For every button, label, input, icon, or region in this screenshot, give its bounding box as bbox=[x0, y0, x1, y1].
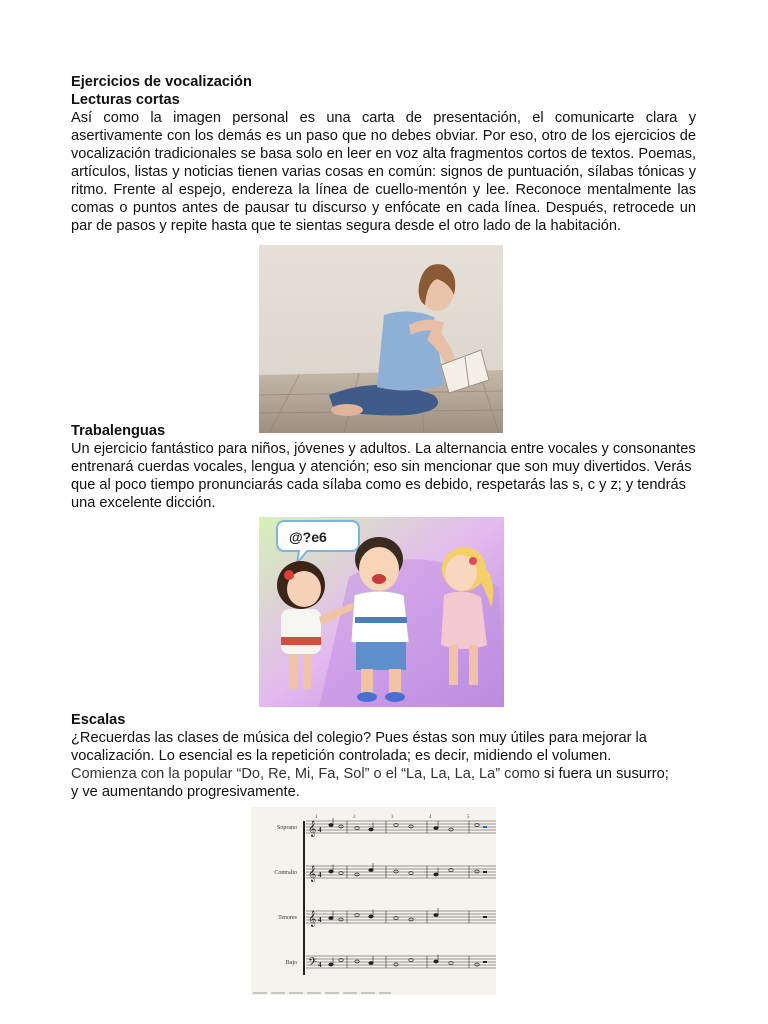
treble-clef-icon: 𝄞 bbox=[308, 911, 317, 927]
note bbox=[369, 828, 373, 831]
measure-number: 2 bbox=[353, 815, 356, 820]
speech-bubble-text: @?e6 bbox=[289, 529, 327, 545]
note bbox=[434, 873, 438, 876]
bass-clef-icon: 𝄢 bbox=[308, 956, 318, 972]
paragraph-escalas-3: y ve aumentando progresivamente. bbox=[71, 784, 300, 800]
note bbox=[329, 824, 333, 827]
measure-number: 3 bbox=[391, 815, 394, 820]
rest bbox=[483, 826, 487, 828]
time-signature: 4 bbox=[318, 961, 322, 969]
note bbox=[369, 869, 373, 872]
rest bbox=[483, 871, 487, 873]
note bbox=[369, 962, 373, 965]
voice-label: Bajo bbox=[285, 960, 297, 966]
section-heading-lecturas: Lecturas cortas bbox=[71, 92, 180, 108]
kids-cartoon-image bbox=[259, 517, 504, 707]
paragraph-lecturas: Así como la imagen personal es una carta de presentación, el comunicarte clara y asertivamente con los demás es un paso que no debes obviar. Por eso, otro de los ejercicios de vocalización tradicionales se basa solo en leer en voz alta fragmentos cortos de textos. Poemas, artículos, listas y noticias tienen varias cosas en común: signos de puntuación, sílabas tónicas y ritmo. Frente al espejo, endereza la línea de cuello-mentón y lee. Reconoce mentalmente las comas o puntos antes de pausar tu discurso y enfócate en cada línea. Después, retrocede un par de pasos y repite hasta que te sientas segura desde el otro lado de la habitación. bbox=[71, 110, 696, 234]
treble-clef-icon: 𝄞 bbox=[308, 866, 317, 882]
music-score-image bbox=[251, 807, 496, 995]
measure-number: 1 bbox=[315, 815, 318, 820]
measure-number: 4 bbox=[429, 815, 432, 820]
paragraph-trabalenguas: Un ejercicio fantástico para niños, jóvenes y adultos. La alternancia entre vocales y consonantes entrenará cuerdas vocales, lengua y atención; eso sin mencionar que son muy divertidos. Verás que al poco tiempo pronunciarás cada sílaba como es debido, respetarás las s, c y z; y tendrás una excelente dicción. bbox=[71, 441, 696, 511]
document-title: Ejercicios de vocalización bbox=[71, 74, 252, 90]
section-escalas bbox=[71, 711, 696, 801]
time-signature: 4 bbox=[318, 871, 322, 879]
note bbox=[434, 827, 438, 830]
kids-cartoon-illustration bbox=[259, 517, 504, 707]
time-signature: 4 bbox=[318, 826, 322, 834]
section-heading-escalas: Escalas bbox=[71, 712, 126, 728]
note bbox=[434, 960, 438, 963]
paragraph-escalas-2 bbox=[71, 765, 696, 783]
paragraph-escalas-1: ¿Recuerdas las clases de música del colegio? Pues éstas son muy útiles para mejorar la vocalización. Lo esencial es la repetición controlada; es decir, midiendo el volumen. bbox=[71, 730, 647, 764]
voice-label: Tenores bbox=[278, 915, 297, 921]
reading-woman-photo bbox=[259, 245, 503, 433]
measure-number: 5 bbox=[467, 815, 470, 820]
time-signature: 4 bbox=[318, 916, 322, 924]
music-score-illustration bbox=[251, 807, 496, 995]
note bbox=[329, 870, 333, 873]
rest bbox=[483, 916, 487, 918]
section-heading-trabalenguas: Trabalenguas bbox=[71, 423, 166, 439]
note bbox=[329, 917, 333, 920]
note bbox=[329, 963, 333, 966]
note bbox=[369, 915, 373, 918]
reading-woman-illustration bbox=[259, 245, 503, 433]
paragraph-escalas-2b: si fuera un susurro; bbox=[539, 766, 669, 782]
paragraph-escalas-2a: Comienza con la popular “Do, Re, Mi, Fa, Sol” o el “La, La, La, La” como bbox=[71, 766, 540, 782]
treble-clef-icon: 𝄞 bbox=[308, 821, 317, 837]
note bbox=[434, 914, 438, 917]
voice-label: Soprano bbox=[277, 825, 297, 831]
section-lecturas bbox=[71, 73, 696, 235]
section-trabalenguas bbox=[71, 422, 696, 512]
voice-label: Contralto bbox=[274, 870, 297, 876]
rest bbox=[483, 961, 487, 963]
